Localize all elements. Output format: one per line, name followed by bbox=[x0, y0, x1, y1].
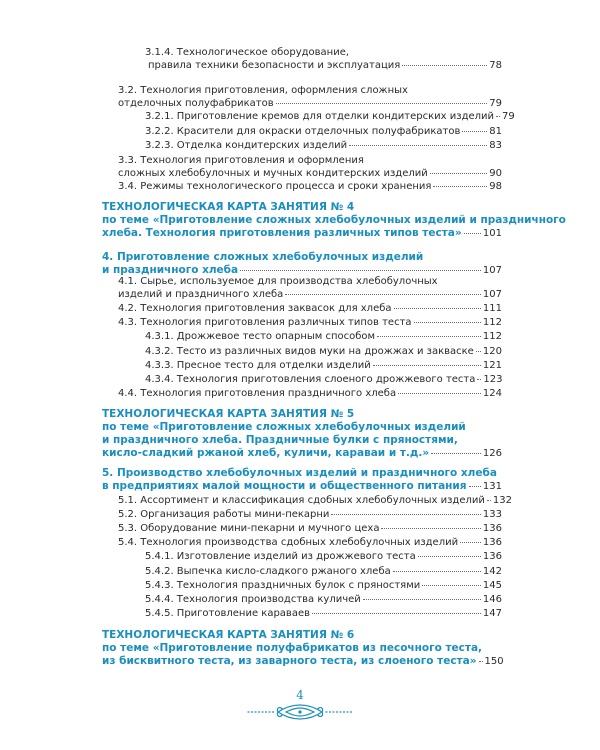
toc-page-number: 131 bbox=[482, 481, 502, 492]
toc-page-number: 98 bbox=[489, 181, 502, 192]
toc-entry bbox=[145, 139, 502, 152]
toc-entry bbox=[118, 180, 502, 193]
toc-entry-line: 5.2. Организация работы мини-пекарни bbox=[118, 509, 330, 520]
toc-entry-line: из бисквитного теста, из заварного теста, из слоеного теста» bbox=[102, 655, 477, 667]
toc-entry bbox=[145, 593, 502, 606]
toc-entry: 3.2.1. Приготовление кремов для отделки кондитерских изделий 79 bbox=[145, 111, 515, 122]
toc-entry-line: по теме «Приготовление полуфабрикатов из песочного теста, bbox=[102, 642, 483, 654]
toc-entry bbox=[118, 522, 502, 535]
toc-entry bbox=[145, 345, 502, 358]
toc-page-number: 136 bbox=[482, 523, 502, 534]
dot-leader bbox=[349, 144, 487, 146]
toc-page-number: 150 bbox=[484, 656, 504, 667]
toc-entry-line: по теме «Приготовление сложных хлебобулочных изделий bbox=[102, 421, 466, 433]
toc-entry-line: 5.4.1. Изготовление изделий из дрожжевого теста bbox=[145, 551, 416, 562]
dot-leader bbox=[377, 335, 481, 337]
toc-page-number: 145 bbox=[482, 580, 502, 591]
toc-entry-line: 3.4. Режимы технологического процесса и сроки хранения bbox=[118, 181, 432, 192]
toc-entry bbox=[118, 154, 502, 180]
toc-entry-line: по теме «Приготовление сложных хлебобулочных изделий и праздничного bbox=[102, 214, 566, 226]
toc-entry-line: 3.1.4. Технологическое оборудование, bbox=[145, 47, 350, 58]
toc-chapter-heading bbox=[102, 467, 502, 493]
dot-leader bbox=[460, 541, 481, 543]
dot-leader bbox=[331, 513, 480, 515]
toc-page-number: 78 bbox=[489, 60, 502, 71]
toc-page-number: 111 bbox=[482, 303, 502, 314]
toc-section-heading bbox=[102, 408, 502, 460]
dot-leader bbox=[462, 130, 487, 132]
toc-entry-line: 5.4.3. Технология праздничных булок с пряностями bbox=[145, 580, 421, 591]
toc-page-number: 81 bbox=[489, 126, 502, 137]
toc-page-number: 79 bbox=[489, 98, 502, 109]
toc-entry bbox=[118, 536, 502, 549]
toc-entry bbox=[145, 565, 502, 578]
dot-leader bbox=[414, 321, 481, 323]
toc-entry-line: правила техники безопасности и эксплуатация bbox=[148, 60, 401, 71]
dot-leader bbox=[394, 307, 481, 309]
toc-entry-line: 5.3. Оборудование мини-пекарни и мучного цеха bbox=[118, 523, 380, 534]
toc-entry-line: ТЕХНОЛОГИЧЕСКАЯ КАРТА ЗАНЯТИЯ № 4 bbox=[102, 201, 355, 213]
dot-leader bbox=[479, 660, 483, 662]
toc-entry-line: 5.4. Технология производства сдобных хлебобулочных изделий bbox=[118, 537, 459, 548]
dot-leader bbox=[422, 584, 481, 586]
toc-section-heading bbox=[102, 201, 566, 240]
toc-entry-line: 5.4.4. Технология производства куличей bbox=[145, 594, 361, 605]
toc-entry-line: 4.3.4. Технология приготовления слоеного дрожжевого теста bbox=[145, 374, 476, 385]
toc-page-number: 132 bbox=[492, 495, 512, 506]
toc-page-number: 112 bbox=[482, 317, 502, 328]
toc-page-number: 112 bbox=[482, 331, 502, 342]
dot-leader bbox=[496, 115, 500, 117]
dot-leader bbox=[240, 269, 481, 271]
dot-leader bbox=[418, 555, 481, 557]
dot-leader bbox=[433, 185, 487, 187]
toc-page-number: 123 bbox=[483, 374, 503, 385]
toc-chapter-heading bbox=[102, 251, 502, 277]
toc-page-number: 136 bbox=[482, 537, 502, 548]
dot-leader bbox=[276, 102, 488, 104]
dot-leader bbox=[393, 570, 481, 572]
dot-leader bbox=[312, 612, 481, 614]
toc-entry bbox=[145, 330, 502, 343]
dot-leader bbox=[430, 172, 488, 174]
toc-page-number: 107 bbox=[482, 289, 502, 300]
toc-entry bbox=[118, 508, 502, 521]
toc-page-number: 147 bbox=[482, 608, 502, 619]
toc-page-number: 120 bbox=[482, 346, 502, 357]
toc-entry-line: ТЕХНОЛОГИЧЕСКАЯ КАРТА ЗАНЯТИЯ № 5 bbox=[102, 408, 355, 420]
toc-entry bbox=[118, 387, 502, 400]
toc-entry-line: и праздничного хлеба. Праздничные булки с пряностями, bbox=[102, 434, 458, 446]
toc-entry-line: 3.2.3. Отделка кондитерских изделий bbox=[145, 140, 348, 151]
dot-leader bbox=[477, 378, 481, 380]
toc-entry-line: 5.4.2. Выпечка кисло-сладкого ржаного хлеба bbox=[145, 566, 391, 577]
toc-section-heading bbox=[102, 629, 502, 668]
toc-page-number: 146 bbox=[482, 594, 502, 605]
toc-entry-line: сложных хлебобулочных и мучных кондитерских изделий bbox=[118, 168, 428, 179]
dot-leader bbox=[476, 350, 481, 352]
toc-entry-line: 4.1. Сырье, используемое для производства хлебобулочных bbox=[118, 276, 438, 287]
toc-entry bbox=[118, 494, 512, 507]
toc-entry-line: 4.3. Технология приготовления различных типов теста bbox=[118, 317, 412, 328]
toc-page-number: 136 bbox=[482, 551, 502, 562]
dot-leader bbox=[431, 452, 481, 454]
dot-leader bbox=[381, 527, 480, 529]
toc-entry-line: 5.1. Ассортимент и классификация сдобных хлебобулочных изделий bbox=[118, 495, 485, 506]
toc-entry-line: и праздничного хлеба bbox=[102, 264, 239, 276]
toc-entry-line: отделочных полуфабрикатов bbox=[118, 98, 274, 109]
dot-leader bbox=[398, 392, 481, 394]
toc-entry bbox=[145, 359, 502, 372]
toc-entry-line: 3.2. Технология приготовления, оформления сложных bbox=[118, 85, 408, 96]
toc-entry-line: 4.3.3. Пресное тесто для отделки изделий bbox=[145, 360, 371, 371]
toc-entry-line: 3.2.1. Приготовление кремов для отделки кондитерских изделий bbox=[145, 111, 495, 122]
toc-page-number: 126 bbox=[482, 448, 502, 459]
dot-leader bbox=[402, 64, 487, 66]
toc-page-number: 90 bbox=[489, 168, 502, 179]
toc-entry-line: 3.2.2. Красители для окраски отделочных полуфабрикатов bbox=[145, 126, 461, 137]
ornament-divider-icon bbox=[246, 701, 354, 723]
toc-entry bbox=[118, 275, 502, 301]
toc-entry-line: 4.3.2. Тесто из различных видов муки на дрожжах и закваске bbox=[145, 346, 474, 357]
toc-entry bbox=[145, 550, 502, 563]
toc-entry-line: ТЕХНОЛОГИЧЕСКАЯ КАРТА ЗАНЯТИЯ № 6 bbox=[102, 629, 355, 641]
toc-entry-line: изделий и праздничного хлеба bbox=[118, 289, 284, 300]
dot-leader bbox=[373, 364, 481, 366]
toc-entry-line: в предприятиях малой мощности и общественного питания bbox=[102, 480, 467, 492]
toc-page-number: 133 bbox=[482, 509, 502, 520]
toc-entry-line: 4.3.1. Дрожжевое тесто опарным способом bbox=[145, 331, 376, 342]
toc-entry bbox=[145, 125, 502, 138]
toc-entry-line: 5.4.5. Приготовление караваев bbox=[145, 608, 310, 619]
toc-page-number: 142 bbox=[482, 566, 502, 577]
toc-entry-line: 4.4. Технология приготовления праздничного хлеба bbox=[118, 388, 397, 399]
toc-page-number: 107 bbox=[482, 265, 502, 276]
toc-entry bbox=[145, 46, 502, 72]
toc-entry-line: 5. Производство хлебобулочных изделий и праздничного хлеба bbox=[102, 467, 497, 479]
toc-entry bbox=[118, 316, 502, 329]
toc-entry-line: хлеба. Технология приготовления различных типов теста» bbox=[102, 227, 462, 239]
toc-entry-line: 4. Приготовление сложных хлебобулочных изделий bbox=[102, 251, 424, 263]
dot-leader bbox=[285, 293, 481, 295]
page-number: 4 bbox=[296, 688, 304, 702]
dot-leader bbox=[464, 232, 481, 234]
toc-entry bbox=[145, 607, 502, 620]
toc-entry bbox=[145, 373, 502, 386]
toc-page-number: 124 bbox=[482, 388, 502, 399]
dot-leader bbox=[363, 598, 481, 600]
toc-entry-line: 3.3. Технология приготовления и оформления bbox=[118, 155, 364, 166]
dot-leader bbox=[469, 485, 481, 487]
toc-page-number: 83 bbox=[489, 140, 502, 151]
toc-entry-line: кисло-сладкий ржаной хлеб, куличи, караваи и т.д.» bbox=[102, 447, 430, 459]
toc-page-number: 121 bbox=[482, 360, 502, 371]
dot-leader bbox=[487, 499, 491, 501]
toc-entry bbox=[145, 579, 502, 592]
toc-entry bbox=[118, 84, 502, 110]
toc-entry-line: 4.2. Технология приготовления заквасок для хлеба bbox=[118, 303, 392, 314]
toc-page-number: 101 bbox=[482, 228, 502, 239]
toc-entry bbox=[118, 302, 502, 315]
